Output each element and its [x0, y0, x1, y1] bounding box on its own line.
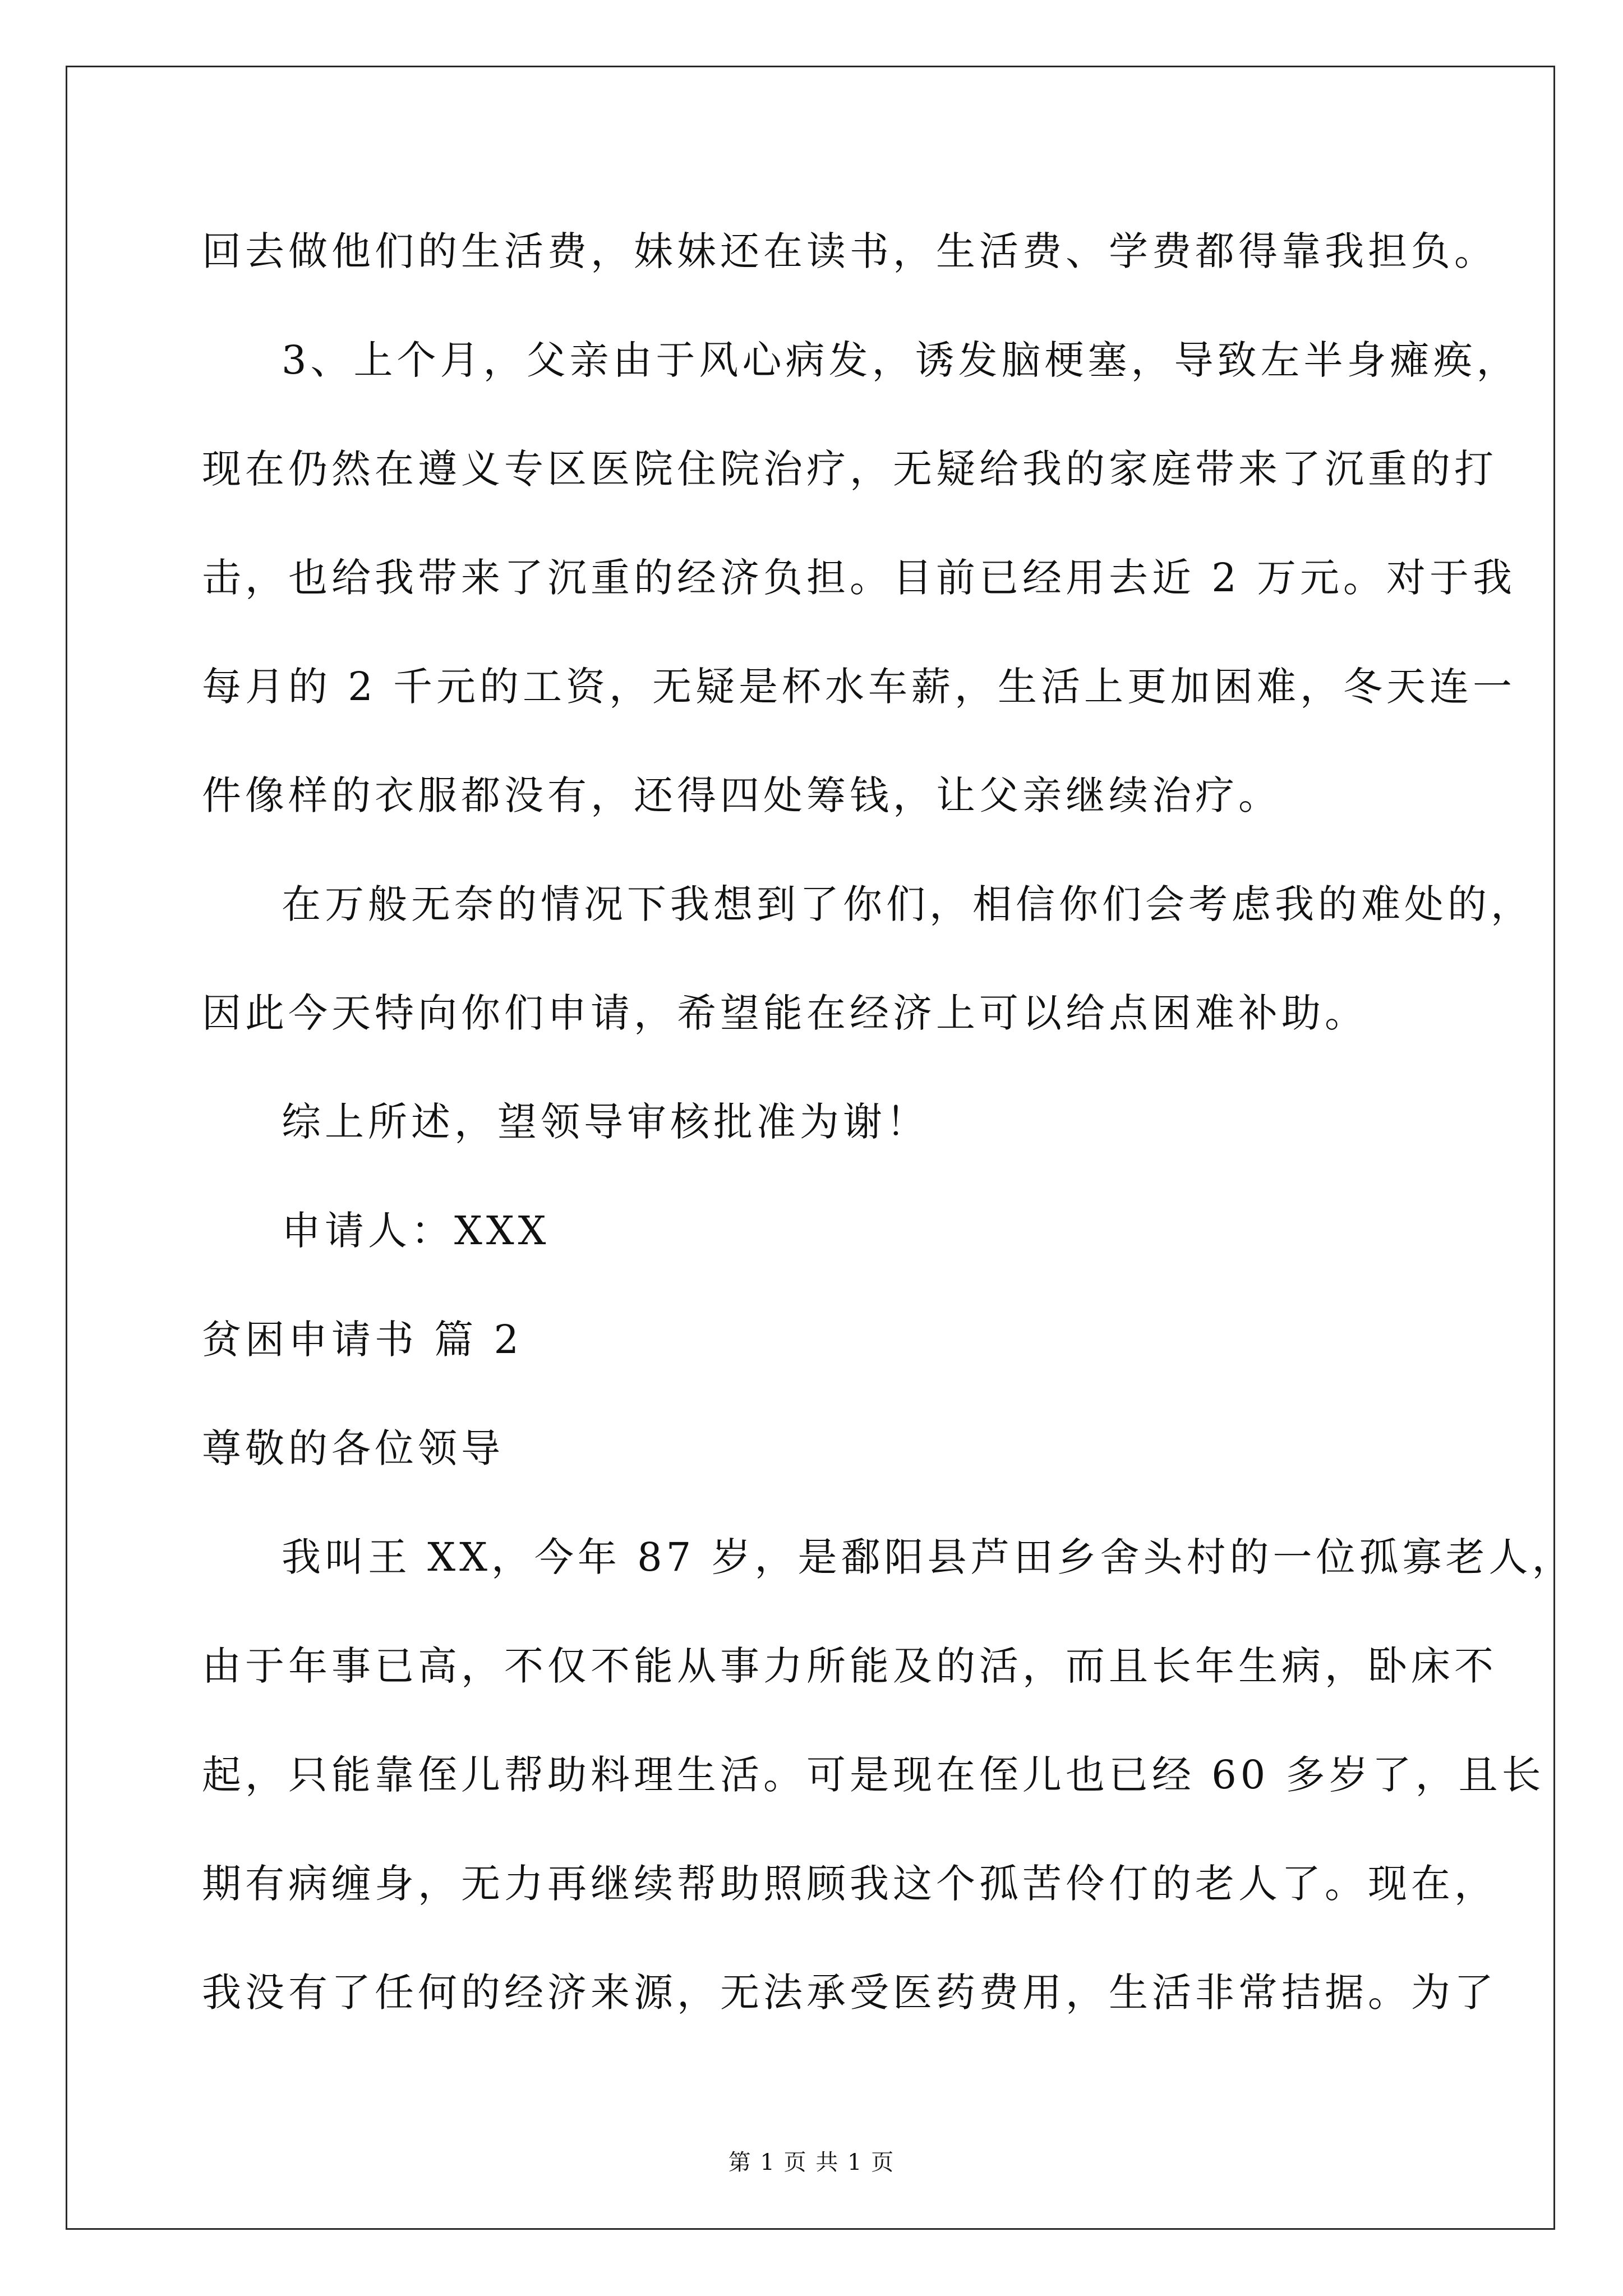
section-heading: 贫困申请书 篇 2 [202, 1317, 523, 1363]
text-line: 起，只能靠侄儿帮助料理生活。可是现在侄儿也已经 60 多岁了，且长 [202, 1752, 1545, 1798]
text-line: 期有病缠身，无力再继续帮助照顾我这个孤苦伶仃的老人了。现在， [202, 1861, 1497, 1907]
text-line: 每月的 2 千元的工资，无疑是杯水车薪，生活上更加困难，冬天连一 [202, 664, 1516, 710]
text-line: 因此今天特向你们申请，希望能在经济上可以给点困难补助。 [202, 990, 1368, 1036]
text-line: 由于年事已高，不仅不能从事力所能及的活，而且长年生病，卧床不 [202, 1643, 1497, 1689]
text-line: 综上所述，望领导审核批准为谢！ [282, 1099, 929, 1145]
salutation: 尊敬的各位领导 [202, 1425, 504, 1471]
page-footer: 第 1 页 共 1 页 [728, 2150, 895, 2175]
text-line: 件像样的衣服都没有，还得四处筹钱，让父亲继续治疗。 [202, 772, 1281, 818]
text-line: 在万般无奈的情况下我想到了你们，相信你们会考虑我的难处的， [282, 881, 1534, 927]
text-line: 击，也给我带来了沉重的经济负担。目前已经用去近 2 万元。对于我 [202, 555, 1516, 601]
text-line: 3、上个月，父亲由于风心病发，诱发脑梗塞，导致左半身瘫痪， [282, 337, 1520, 383]
applicant-line: 申请人：XXX [282, 1208, 550, 1254]
text-line: 我叫王 XX，今年 87 岁，是鄱阳县芦田乡舍头村的一位孤寡老人， [282, 1534, 1575, 1580]
text-line: 我没有了任何的经济来源，无法承受医药费用，生活非常拮据。为了 [202, 1970, 1497, 2016]
text-line: 回去做他们的生活费，妹妹还在读书，生活费、学费都得靠我担负。 [202, 228, 1497, 274]
text-line: 现在仍然在遵义专区医院住院治疗，无疑给我的家庭带来了沉重的打 [202, 446, 1497, 492]
